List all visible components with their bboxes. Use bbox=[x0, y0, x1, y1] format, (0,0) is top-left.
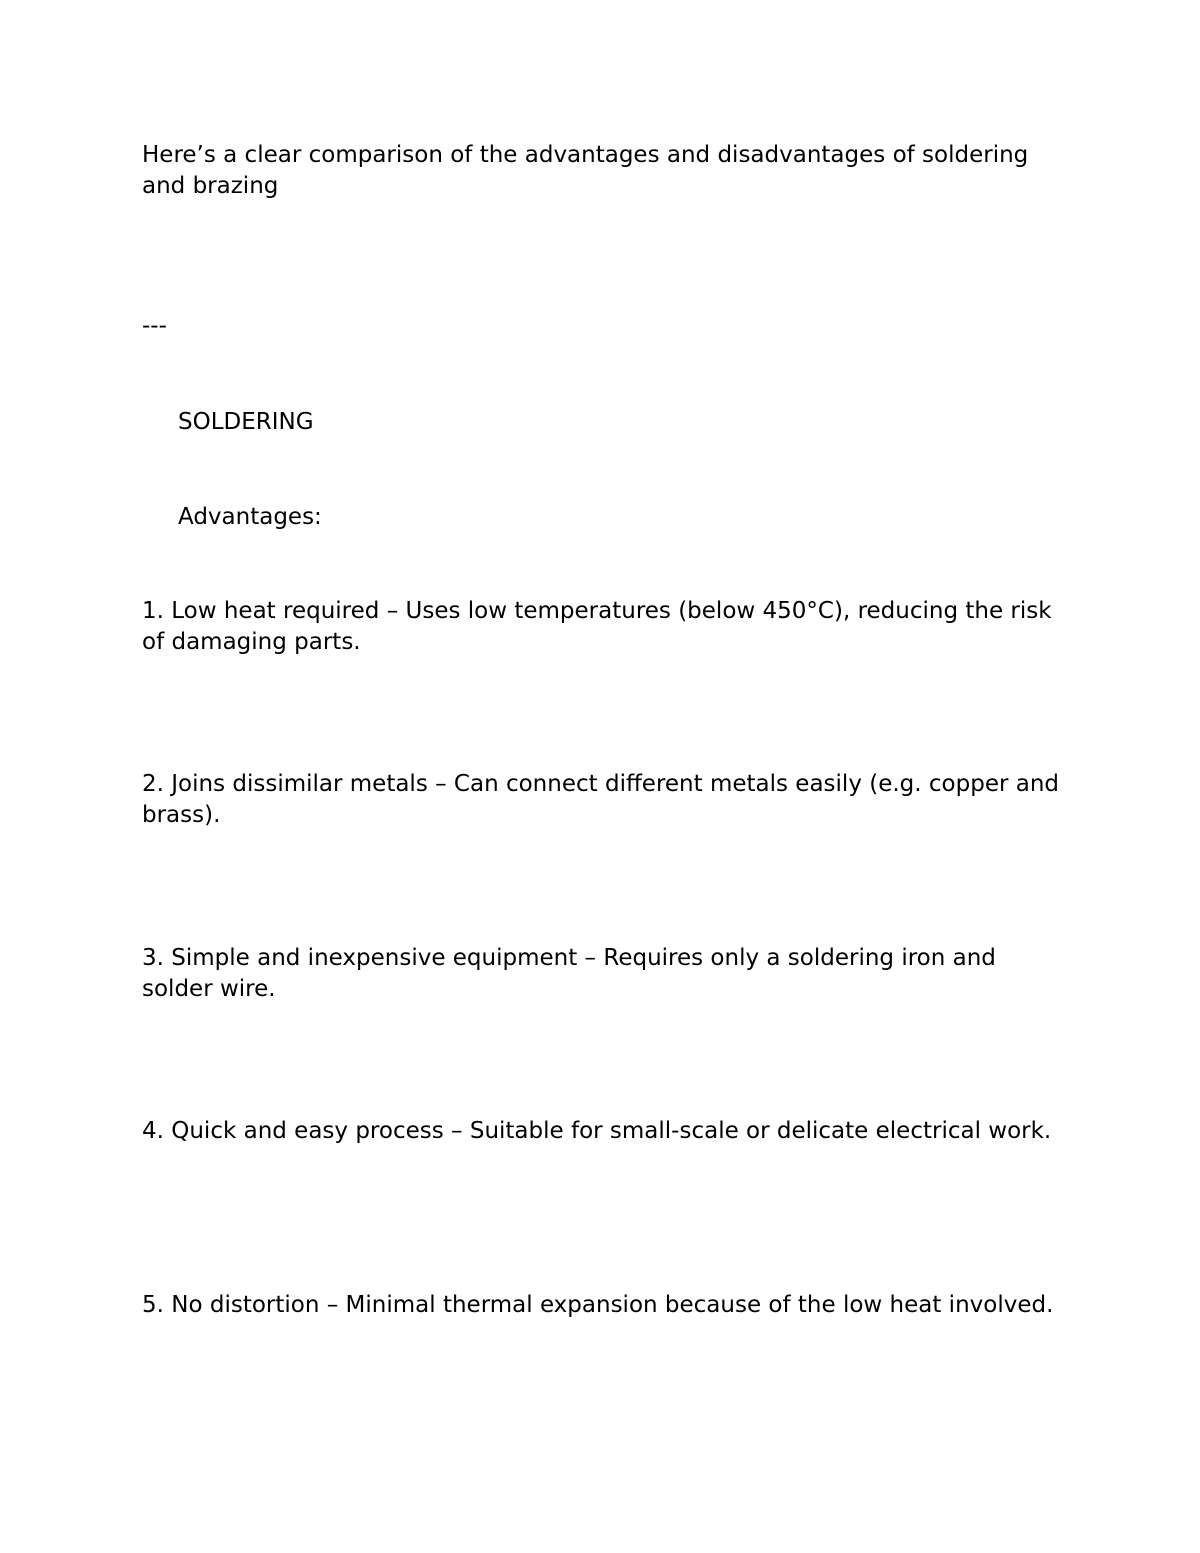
section-heading: SOLDERING bbox=[178, 409, 314, 435]
section-divider: --- bbox=[142, 313, 167, 339]
list-item-4: 4. Quick and easy process – Suitable for small-scale or delicate electrical work. bbox=[142, 1118, 1052, 1144]
list-item-3: 3. Simple and inexpensive equipment – Requires only a soldering iron and solder wire. bbox=[142, 945, 1004, 1002]
advantages-subheading: Advantages: bbox=[178, 504, 322, 530]
list-item-2: 2. Joins dissimilar metals – Can connect different metals easily (e.g. copper and brass). bbox=[142, 771, 1067, 828]
list-item-1: 1. Low heat required – Uses low temperatures (below 450°C), reducing the risk of damaging parts. bbox=[142, 598, 1059, 655]
list-item-5: 5. No distortion – Minimal thermal expansion because of the low heat involved. bbox=[142, 1292, 1054, 1318]
intro-paragraph: Here’s a clear comparison of the advantages and disadvantages of soldering and brazing bbox=[142, 142, 1036, 199]
